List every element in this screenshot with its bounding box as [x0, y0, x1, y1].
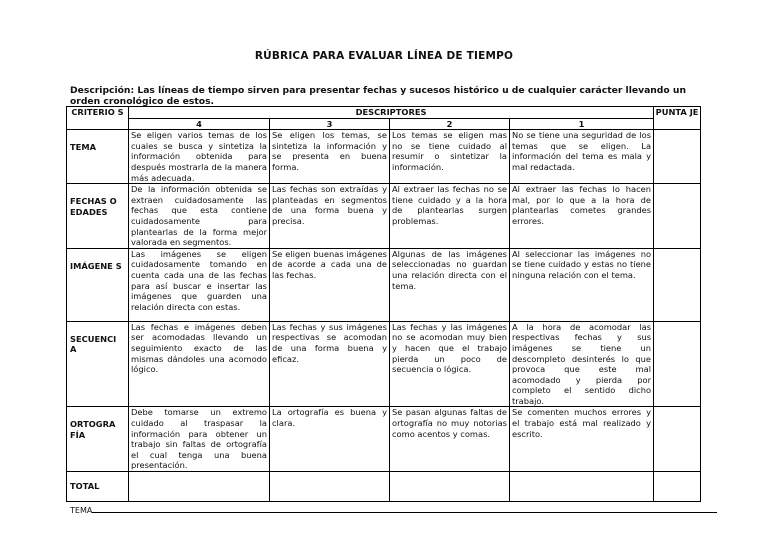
puntaje-imagenes	[654, 248, 701, 321]
table-row	[67, 321, 701, 407]
header-level-4: 4	[129, 118, 270, 130]
cell-tema-4: Se eligen varios temas de los cuales se busca y sintetiza la información obtenida para después mostrarla de la manera más adecuada.	[129, 130, 270, 184]
total-row	[67, 472, 701, 502]
header-level-3: 3	[270, 118, 390, 130]
cell-imagenes-3: Se eligen buenas imágenes de acorde a cada una de las fechas.	[270, 248, 390, 321]
header-descriptores: DESCRIPTORES	[129, 107, 654, 119]
puntaje-tema	[654, 130, 701, 184]
header-puntaje: PUNTA JE	[654, 107, 701, 130]
table-row	[67, 407, 701, 472]
total-cell-2	[390, 472, 510, 502]
cell-tema-1: No se tiene una seguridad de los temas que se eligen. La información del tema es mala y mal redactada.	[510, 130, 654, 184]
criterio-imagenes: IMÁGENE S	[67, 248, 129, 321]
total-cell-4	[129, 472, 270, 502]
header-level-2: 2	[390, 118, 510, 130]
cell-fechas-2: Al extraer las fechas no se tiene cuidado y a la hora de plantearlas surgen problemas.	[390, 184, 510, 249]
header-level-1: 1	[510, 118, 654, 130]
criterio-secuencia: SECUENCI A	[67, 321, 129, 407]
header-criterio: CRITERIO S	[67, 107, 129, 130]
cell-secuencia-3: Las fechas y sus imágenes respectivas se acomodan de una forma buena y eficaz.	[270, 321, 390, 407]
total-label: TOTAL	[67, 472, 129, 502]
cell-fechas-1: Al extraer las fechas lo hacen mal, por lo que a la hora de plantearlas cometes grandes errores.	[510, 184, 654, 249]
description	[70, 85, 710, 107]
cell-ortografia-4: Debe tomarse un extremo cuidado al traspasar la información para obtener un trabajo sin faltas de ortografía el cual tenga una buena presentación.	[129, 407, 270, 472]
cell-ortografia-2: Se pasan algunas faltas de ortografía no muy notorias como acentos y comas.	[390, 407, 510, 472]
cell-ortografia-1: Se comenten muchos errores y el trabajo está mal realizado y escrito.	[510, 407, 654, 472]
cell-imagenes-4: Las imágenes se eligen cuidadosamente tomando en cuenta cada una de las fechas para así buscar e insertar las imágenes que guarden una relación directa con estas.	[129, 248, 270, 321]
cell-tema-2: Los temas se eligen mas no se tiene cuidado al resumir o sintetizar la información.	[390, 130, 510, 184]
criterio-tema: TEMA	[67, 130, 129, 184]
cell-secuencia-2: Las fechas y las imágenes no se acomodan muy bien y hacen que el trabajo pierda un poco de secuencia o lógica.	[390, 321, 510, 407]
puntaje-ortografia	[654, 407, 701, 472]
cell-fechas-4: De la información obtenida se extraen cuidadosamente las fechas que esta contiene cuidadosamente para plantearlas de la forma mejor valorada en segmentos.	[129, 184, 270, 249]
cell-fechas-3: Las fechas son extraídas y planteadas en segmentos de una forma buena y precisa.	[270, 184, 390, 249]
cell-secuencia-1: A la hora de acomodar las respectivas fechas y sus imágenes se tiene un descompleto desinterés lo que provoca que este mal acomodado y pierda por completo el sentido dicho trabajo.	[510, 321, 654, 407]
table-row	[67, 248, 701, 321]
total-puntaje	[654, 472, 701, 502]
description-text: Las líneas de tiempo sirven para presentar fechas y sucesos histórico u de cualquier carácter llevando un orden cronológico de estos.	[70, 85, 686, 107]
total-cell-3	[270, 472, 390, 502]
table-row	[67, 130, 701, 184]
cell-secuencia-4: Las fechas e imágenes deben ser acomodadas llevando un seguimiento exacto de las mismas dándoles una acomodo lógico.	[129, 321, 270, 407]
cell-imagenes-2: Algunas de las imágenes seleccionadas no guardan una relación directa con el tema.	[390, 248, 510, 321]
cell-imagenes-1: Al seleccionar las imágenes no se tiene cuidado y estas no tiene ninguna relación con el tema.	[510, 248, 654, 321]
description-label: Descripción:	[70, 85, 135, 96]
footer-blank-line	[92, 504, 717, 513]
table-row	[67, 184, 701, 249]
footer-label: TEMA	[70, 506, 93, 515]
puntaje-secuencia	[654, 321, 701, 407]
criterio-fechas: FECHAS O EDADES	[67, 184, 129, 249]
page-title: RÚBRICA PARA EVALUAR LÍNEA DE TIEMPO	[254, 50, 514, 62]
rubric-table	[66, 106, 701, 502]
puntaje-fechas	[654, 184, 701, 249]
criterio-ortografia: ORTOGRA FÍA	[67, 407, 129, 472]
cell-ortografia-3: La ortografía es buena y clara.	[270, 407, 390, 472]
total-cell-1	[510, 472, 654, 502]
footer	[70, 504, 717, 515]
cell-tema-3: Se eligen los temas, se sintetiza la información y se presenta en buena forma.	[270, 130, 390, 184]
